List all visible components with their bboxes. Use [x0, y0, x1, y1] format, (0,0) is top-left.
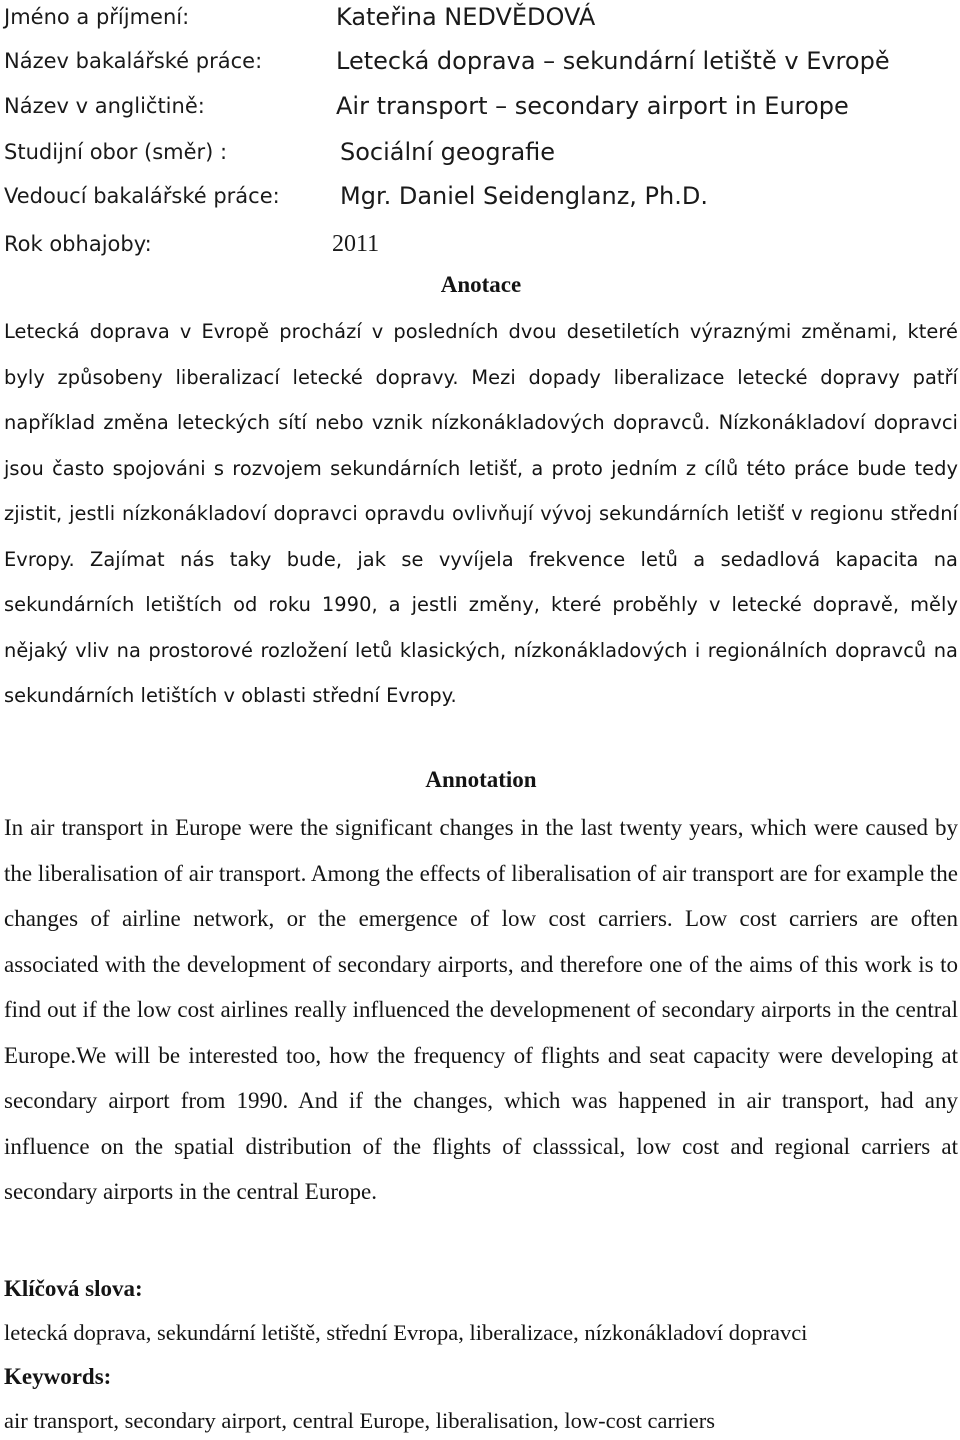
meta-value-field-of-study: Sociální geografie [340, 138, 556, 166]
meta-label-english-title: Název v angličtině: [4, 94, 205, 118]
meta-value-name: Kateřina NEDVĚDOVÁ [336, 3, 596, 31]
keywords-cz-text: letecká doprava, sekundární letiště, střední Evropa, liberalizace, nízkonákladoví dopravci [4, 1320, 808, 1345]
meta-label-name: Jméno a příjmení: [4, 5, 190, 29]
meta-label-field-of-study: Studijní obor (směr) : [4, 140, 228, 164]
meta-value-thesis-title: Letecká doprava – sekundární letiště v Evropě [336, 47, 890, 75]
meta-label-thesis-title: Název bakalářské práce: [4, 49, 263, 73]
keywords-en-text: air transport, secondary airport, central Europe, liberalisation, low-cost carriers [4, 1408, 715, 1433]
meta-label-defense-year: Rok obhajoby: [4, 232, 152, 256]
anotace-paragraph: Letecká doprava v Evropě prochází v posledních dvou desetiletích výraznými změnami, které byly způsobeny liberalizací letecké dopravy. Mezi dopady liberalizace letecké dopravy patří například změna leteckých sítí nebo vznik nízkonákladových dopravců. Nízkonákladoví dopravci jsou často spojováni s rozvojem sekundárních letišť, a proto jedním z cílů této práce bude tedy zjistit, jestli nízkonákladoví dopravci opravdu ovlivňují vývoj sekundárních letišť v regionu střední Evropy. Zajímat nás taky bude, jak se vyvíjela frekvence letů a sedadlová kapacita na sekundárních letištích od roku 1990, a jestli změny, které proběhly v letecké dopravě, měly nějaký vliv na prostorové rozložení letů klasických, nízkonákladových i regionálních dopravců na sekundárních letištích v oblasti střední Evropy. [4, 320, 958, 707]
meta-value-english-title: Air transport – secondary airport in Europe [336, 92, 849, 120]
meta-value-supervisor: Mgr. Daniel Seidenglanz, Ph.D. [340, 182, 708, 210]
keywords-cz-heading: Klíčová slova: [4, 1276, 143, 1301]
annotation-heading: Annotation [425, 767, 537, 792]
anotace-heading: Anotace [440, 272, 522, 297]
meta-value-defense-year: 2011 [332, 231, 380, 257]
meta-label-supervisor: Vedoucí bakalářské práce: [4, 184, 280, 208]
keywords-en-heading: Keywords: [4, 1364, 112, 1389]
annotation-paragraph: In air transport in Europe were the significant changes in the last twenty years, which were caused by the liberalisation of air transport. Among the effects of liberalisation of air transport are for example the changes of airline network, or the emergence of low cost carriers. Low cost carriers are often associated with the development of secondary airports, and therefore one of the aims of this work is to find out if the low cost airlines really influenced the developmenent of secondary airports in the central Europe.We will be interested too, how the frequency of flights and seat capacity were developing at secondary airport from 1990. And if the changes, which was happened in air transport, had any influence on the spatial distribution of the flights of classsical, low cost and regional carriers at secondary airports in the central Europe. [4, 815, 958, 1204]
